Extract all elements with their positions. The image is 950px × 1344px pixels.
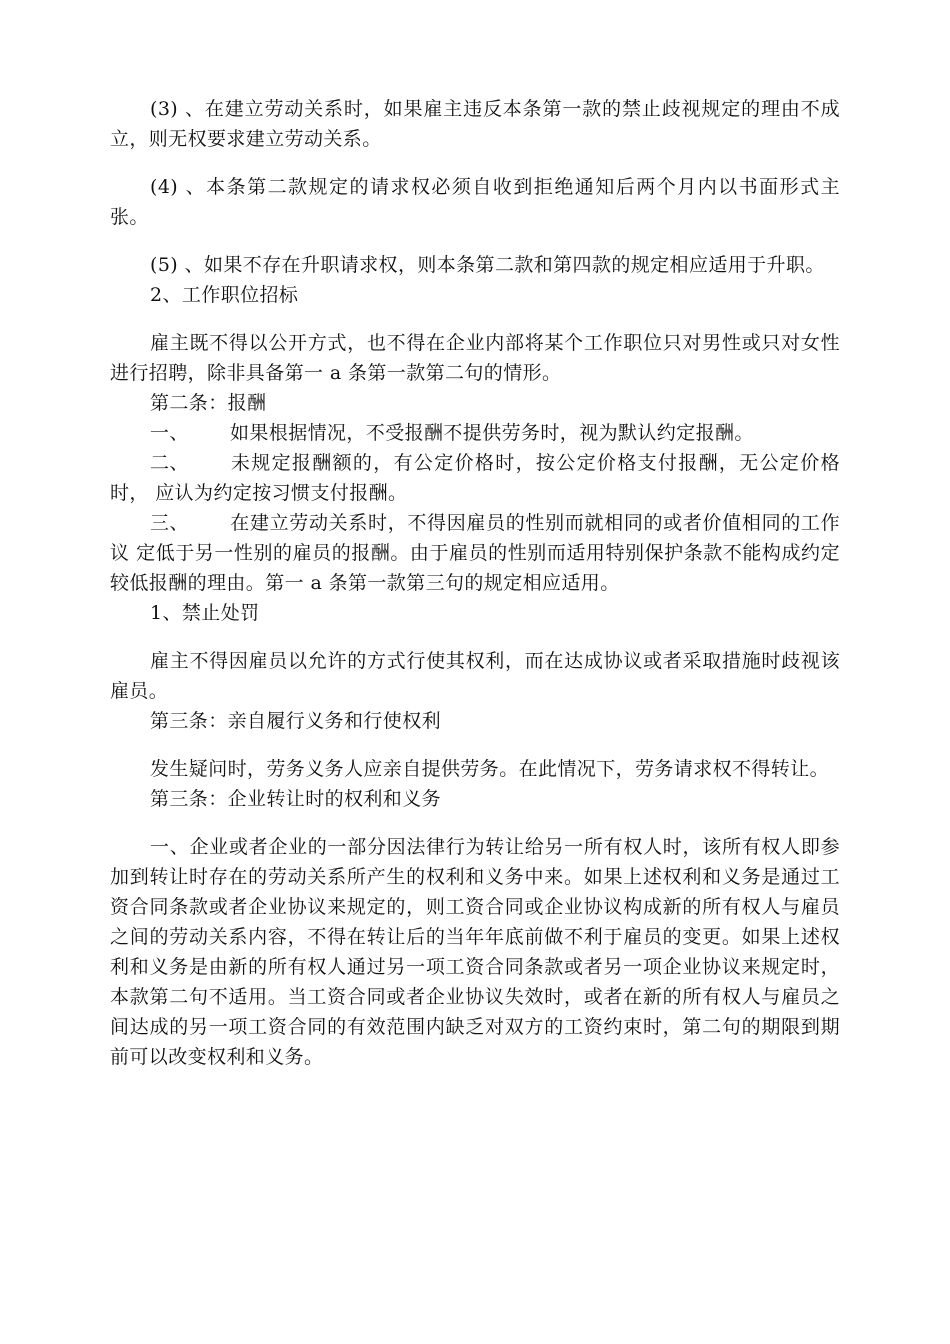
paragraph-no-punishment: 雇主不得因雇员以允许的方式行使其权利，而在达成协议或者采取措施时歧视该雇员。 — [110, 650, 840, 702]
paragraph-clause-4: (4) 、本条第二款规定的请求权必须自收到拒绝通知后两个月内以书面形式主张。 — [110, 176, 840, 228]
list-item-1 — [110, 418, 840, 448]
section-heading-article-2: 第二条：报酬 — [150, 392, 267, 414]
list-item-text: 未规定报酬额的，有公定价格时，按公定价格支付报酬，无公定价格时， 应认为约定按习惯支付报酬。 — [110, 452, 840, 504]
section-heading-article-3-transfer: 第三条：企业转让时的权利和义务 — [150, 788, 442, 810]
list-item-3 — [110, 508, 840, 598]
paragraph-clause-3: (3) 、在建立劳动关系时，如果雇主违反本条第一款的禁止歧视规定的理由不成立，则无权要求建立劳动关系。 — [110, 98, 840, 150]
section-heading-article-3-personal: 第三条：亲自履行义务和行使权利 — [150, 710, 442, 732]
section-heading-job-posting: 2、工作职位招标 — [150, 284, 299, 306]
document-body — [110, 94, 840, 1072]
paragraph-personal-performance: 发生疑问时，劳务义务人应亲自提供劳务。在此情况下，劳务请求权不得转让。 — [150, 758, 830, 780]
list-item-number: 一、 — [150, 422, 189, 444]
section-heading-no-punishment: 1、禁止处罚 — [150, 602, 260, 624]
list-item-number: 二、 — [150, 452, 189, 474]
list-item-2 — [110, 448, 840, 508]
list-item-text: 在建立劳动关系时，不得因雇员的性别而就相同的或者价值相同的工作议 定低于另一性别的雇员的报酬。由于雇员的性别而适用特别保护条款不能构成约定 较低报酬的理由。第一 a 条第一款第三句的规定相应适用。 — [110, 512, 840, 594]
paragraph-job-posting: 雇主既不得以公开方式，也不得在企业内部将某个工作职位只对男性或只对女性进行招聘，除非具备第一 a 条第一款第二句的情形。 — [110, 332, 840, 384]
paragraph-enterprise-transfer: 一、企业或者企业的一部分因法律行为转让给另一所有权人时，该所有权人即参加到转让时存在的劳动关系所产生的权利和义务中来。如果上述权利和义务是通过工资合同条款或者企业协议来规定的，则工资合同或企业协议构成新的所有权人与雇员之间的劳动关系内容，不得在转让后的当年年底前做不利于雇员的变更。如果上述权利和义务是由新的所有权人通过另一项工资合同条款或者另一项企业协议来规定时，本款第二句不适用。当工资合同或者企业协议失效时，或者在新的所有权人与雇员之间达成的另一项工资合同的有效范围内缺乏对双方的工资约束时，第二句的期限到期前可以改变权利和义务。 — [110, 836, 840, 1068]
list-item-text: 如果根据情况，不受报酬不提供劳务时，视为默认约定报酬。 — [230, 422, 754, 444]
list-item-number: 三、 — [150, 512, 189, 534]
paragraph-clause-5: (5) 、如果不存在升职请求权，则本条第二款和第四款的规定相应适用于升职。 — [150, 254, 825, 276]
